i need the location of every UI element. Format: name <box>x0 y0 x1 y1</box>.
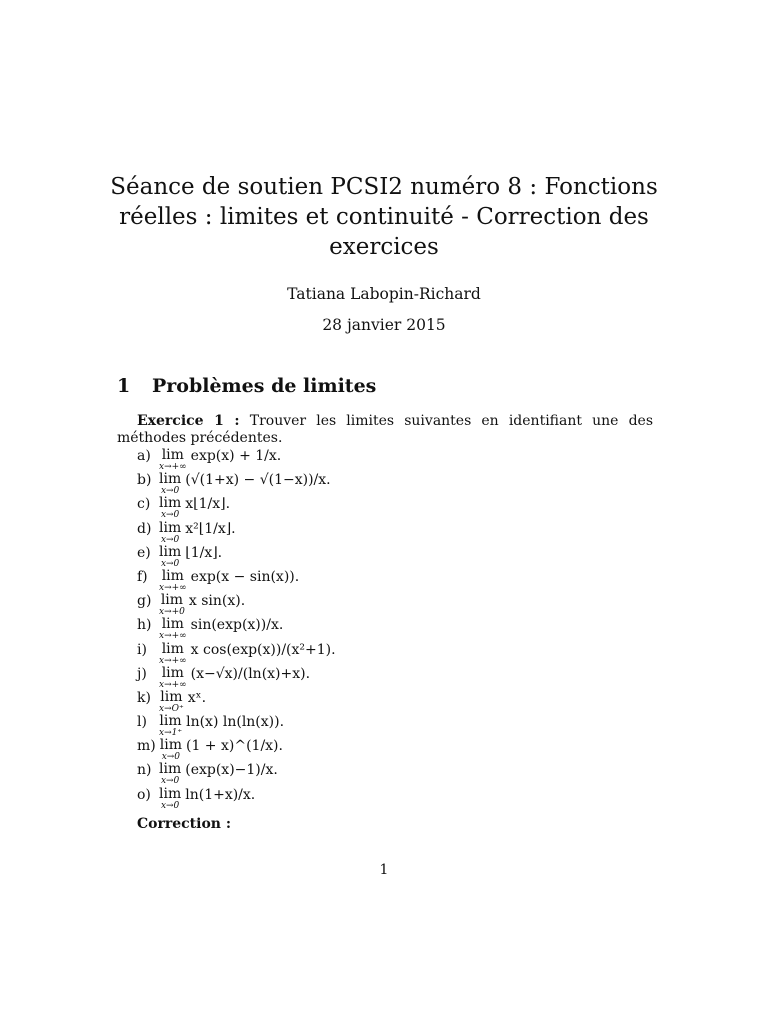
limit-symbol: lim <box>159 737 182 754</box>
limit-operator <box>159 593 185 616</box>
exercise-item <box>137 617 336 641</box>
limit-symbol: lim <box>159 713 182 730</box>
limit-symbol: lim <box>161 664 184 681</box>
limit-symbol: lim <box>160 592 184 609</box>
limit-subscript: x→+∞ <box>159 679 187 690</box>
document-date: 28 janvier 2015 <box>322 316 446 334</box>
section-number: 1 <box>117 375 131 397</box>
exercise-item <box>137 690 336 714</box>
limit-subscript: x→1⁺ <box>159 728 183 739</box>
exercise-label: Exercice 1 : <box>137 413 240 429</box>
correction-label: Correction : <box>137 816 232 832</box>
limit-expression: (√(1+x) − √(1−x))/x. <box>185 472 331 489</box>
limit-expression: x cos(exp(x))/(x²+1). <box>190 641 336 658</box>
exercise-item-label: m) <box>137 738 156 755</box>
exercise-list <box>137 448 336 811</box>
exercise-item <box>137 642 336 666</box>
exercise-statement-block <box>117 413 653 447</box>
limit-subscript: x→+∞ <box>159 462 187 472</box>
limit-subscript: x→0 <box>160 800 180 811</box>
exercise-item-label: d) <box>137 520 152 537</box>
exercise-intro <box>117 413 653 447</box>
limit-expression: (exp(x)−1)/x. <box>185 762 278 779</box>
limit-subscript: x→0 <box>160 486 180 497</box>
exercise-item <box>137 448 336 472</box>
limit-subscript: x→0 <box>161 752 181 763</box>
limit-subscript: x→0 <box>160 558 180 569</box>
limit-symbol: lim <box>161 447 184 463</box>
exercise-item <box>137 714 336 738</box>
limit-expression: x²⌊1/x⌋. <box>185 520 236 537</box>
limit-operator <box>159 714 182 737</box>
limit-expression: ln(1+x)/x. <box>185 786 256 803</box>
limit-symbol: lim <box>159 761 182 778</box>
exercise-item <box>137 762 336 786</box>
limit-subscript: x→+∞ <box>159 655 187 666</box>
limit-operator <box>159 787 181 810</box>
exercise-item <box>137 593 336 617</box>
limit-symbol: lim <box>159 495 182 512</box>
exercise-item <box>137 787 336 811</box>
limit-operator <box>159 448 187 471</box>
limit-symbol: lim <box>159 519 182 536</box>
exercise-item <box>137 521 336 545</box>
limit-expression: ⌊1/x⌋. <box>185 544 223 561</box>
limit-operator <box>159 690 184 713</box>
exercise-item-label: o) <box>137 786 151 803</box>
exercise-item <box>137 738 336 762</box>
limit-operator <box>159 472 181 495</box>
limit-symbol: lim <box>161 640 184 657</box>
exercise-item-label: c) <box>137 496 151 513</box>
page-number: 1 <box>379 862 389 878</box>
limit-expression: xˣ. <box>187 689 207 706</box>
limit-operator <box>159 496 181 519</box>
exercise-item-label: a) <box>137 448 151 464</box>
exercise-item-label: l) <box>137 714 147 731</box>
limit-expression: sin(exp(x))/x. <box>190 617 284 634</box>
limit-operator <box>159 521 181 544</box>
exercise-item-label: j) <box>137 665 147 682</box>
limit-symbol: lim <box>159 785 182 802</box>
author-name: Tatiana Labopin-Richard <box>287 285 481 303</box>
limit-expression: (x−√x)/(ln(x)+x). <box>190 665 311 682</box>
limit-operator <box>159 569 187 592</box>
document-title: Séance de soutien PCSI2 numéro 8 : Fonctions réelles : limites et continuité - Correction des exercices <box>110 174 658 260</box>
limit-operator <box>159 642 187 665</box>
limit-subscript: x→0 <box>160 510 180 521</box>
limit-symbol: lim <box>160 688 183 705</box>
exercise-item-label: g) <box>137 593 152 610</box>
limit-operator <box>159 762 181 785</box>
exercise-item-label: h) <box>137 617 152 634</box>
limit-expression: x sin(x). <box>188 593 246 610</box>
exercise-item <box>137 545 336 569</box>
limit-subscript: x→+∞ <box>159 582 187 593</box>
exercise-item <box>137 569 336 593</box>
limit-subscript: x→0 <box>160 776 180 787</box>
limit-expression: ln(x) ln(ln(x)). <box>186 714 285 731</box>
limit-operator <box>159 617 187 640</box>
limit-operator <box>159 545 181 568</box>
limit-symbol: lim <box>159 471 182 488</box>
limit-expression: x⌊1/x⌋. <box>185 496 231 513</box>
exercise-item <box>137 472 336 496</box>
limit-subscript: x→+∞ <box>159 631 187 642</box>
limit-expression: (1 + x)^(1/x). <box>185 738 283 755</box>
exercise-item-label: b) <box>137 472 152 489</box>
section-heading <box>117 375 376 397</box>
limit-subscript: x→O⁺ <box>159 703 184 714</box>
exercise-item-label: n) <box>137 762 152 779</box>
exercise-item <box>137 666 336 690</box>
limit-operator <box>160 738 182 761</box>
limit-symbol: lim <box>161 616 184 633</box>
limit-expression: exp(x − sin(x)). <box>190 568 300 585</box>
exercise-item <box>137 496 336 520</box>
section-title: Problèmes de limites <box>152 375 377 397</box>
limit-symbol: lim <box>161 567 184 584</box>
limit-expression: exp(x) + 1/x. <box>190 448 282 464</box>
limit-symbol: lim <box>159 543 182 560</box>
limit-subscript: x→+0 <box>159 607 185 618</box>
limit-operator <box>159 666 187 689</box>
exercise-item-label: i) <box>137 641 147 658</box>
exercise-statement: Trouver les limites suivantes en identifiant une des méthodes précédentes. <box>117 413 654 446</box>
exercise-item-label: k) <box>137 689 151 706</box>
exercise-item-label: e) <box>137 544 151 561</box>
limit-subscript: x→0 <box>160 534 180 545</box>
exercise-item-label: f) <box>137 568 148 585</box>
